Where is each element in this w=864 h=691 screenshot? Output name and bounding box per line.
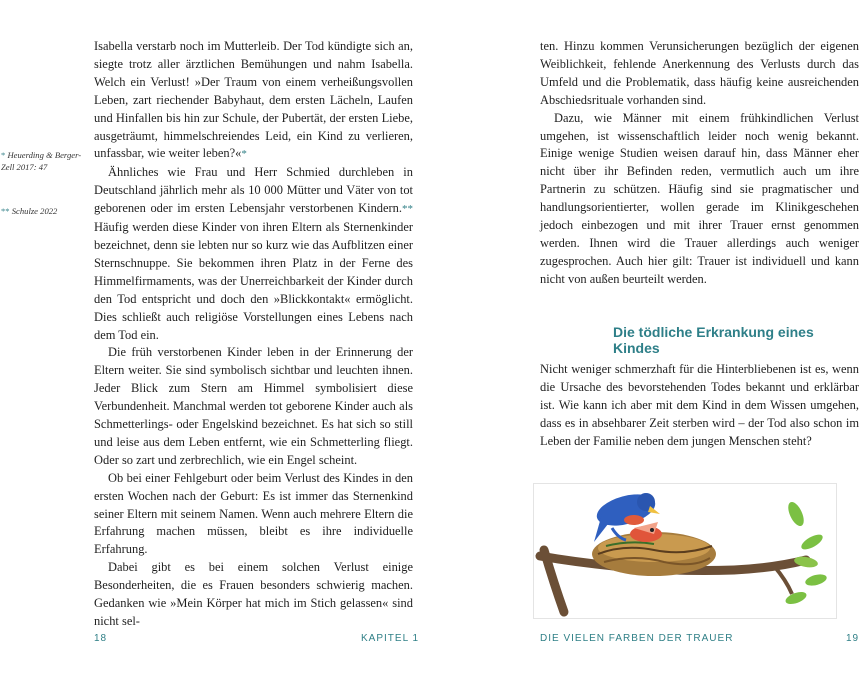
paragraph: ten. Hinzu kommen Verunsicherungen bezüglich der eigenen Weiblichkeit, fehlende Anerkennung des Verlusts durch das Umfeld und die Problematik, dass häufig keine ausreichenden Abschiedsrituale vorhanden sind. bbox=[540, 39, 859, 107]
left-page-text bbox=[94, 38, 413, 631]
margin-note-2: ** Schulze 2022 bbox=[1, 206, 58, 216]
illustration-frame bbox=[533, 483, 837, 619]
margin-note-1: * Heuerding & Berger-Zell 2017: 47 bbox=[1, 150, 82, 172]
page-number-right: 19 bbox=[846, 633, 860, 644]
paragraph: Ähnliches wie Frau und Herr Schmied durchleben in Deutschland jährlich mehr als 10 000 Mütter und Väter von tot geborenen oder im ersten Lebensjahr verstorbenen Kindern.** Häufig werden diese Kinder von ihren Eltern als Sternenkinder bezeichnet, denn sie lebten nur so kurz wie das Aufblitzen einer Sternschnuppe. Sie bekommen ihren Platz in der Ferne des Himmelfirmaments, was der Unerreichbarkeit der Kinder durch den Tod entspricht und doch den »Blickkontakt« ermöglicht. Dies schließt auch religiöse Vorstellungen eines Lebens nach dem Tod ein. bbox=[94, 165, 413, 342]
paragraph: Ob bei einer Fehlgeburt oder beim Verlust des Kindes in den ersten Wochen nach der Geburt: Es ist immer das Sternenkind seiner Eltern mit seinem Namen. Wenn auch mehrere Eltern die Erfahrung machen müssen, bleibt es ihre individuelle Erfahrung. bbox=[94, 470, 413, 557]
running-head-left: KAPITEL 1 bbox=[361, 633, 420, 644]
section-heading: Die tödliche Erkrankung eines Kindes bbox=[613, 324, 814, 356]
paragraph: Nicht weniger schmerzhaft für die Hinterbliebenen ist es, wenn die Ursache des bevorstehenden Todes bekannt und erklärbar ist. Wie kann ich aber mit dem Kind in dem Wissen umgehen, dass es in absehbarer Zeit sterben wird – der Tod also schon im Leben der Familie neben dem jungen Menschen steht? bbox=[540, 362, 859, 448]
paragraph: Dazu, wie Männer mit einem frühkindlichen Verlust umgehen, ist wissenschaftlich leider noch wenig bekannt. Einige wenige Studien weisen darauf hin, dass Männer eher nicht über ihr Befinden reden, vermutlich auch um ihre Partnerin zu schützen. Häufig sind sie pragmatischer und handlungsorientierter, wollen gerade im Klinikgeschehen jedoch einbezogen und mit ihrer Trauer ernst genommen werden. Ihnen wird die Trauer allerdings auch weniger zugesprochen. Auch hier gilt: Trauer ist individuell und kann nicht von außen beurteilt werden. bbox=[540, 110, 859, 286]
bird-feeding-chick-in-nest-icon bbox=[534, 484, 836, 618]
footnote-marker: * bbox=[241, 148, 247, 161]
footnote-marker: ** bbox=[402, 203, 413, 216]
page-number-left: 18 bbox=[94, 633, 108, 644]
section-text bbox=[540, 361, 859, 451]
running-head-right: DIE VIELEN FARBEN DER TRAUER bbox=[540, 633, 734, 644]
right-page-text bbox=[540, 38, 859, 289]
paragraph: Dabei gibt es bei einem solchen Verlust einige Besonderheiten, die es Frauen besonders schwierig machen. Gedanken wie »Mein Körper hat mich im Stich gelassen« sind nicht sel- bbox=[94, 560, 413, 628]
paragraph: Die früh verstorbenen Kinder leben in der Erinnerung der Eltern weiter. Sie sind symbolisch sichtbar und leuchten ihnen. Jeder Blick zum Stern am Himmel symbolisiert diese Verbundenheit. Manchmal werden tot geborene Kinder auch als Schmetterlings- oder Engelskind bezeichnet. Es hat sich so still und leise aus dem Leben entfernt, wie ein Schmetterling fliegt. Oder so zart und zerbrechlich, wie ein Engel scheint. bbox=[94, 345, 413, 467]
paragraph: Isabella verstarb noch im Mutterleib. Der Tod kündigte sich an, siegte trotz aller ärztlichen Bemühungen und nahm Isabella. Welch ein Verlust! »Der Traum von einem verheißungsvollen Leben, zart riechender Babyhaut, dem ersten Lächeln, Laufen und Hinfallen bis hin zur Schule, der Pubertät, der ersten Liebe, ausgeträumt, himmelschreiendes Leid, ein Kind zu verlieren, unfassbar, wie weiter leben?«* bbox=[94, 39, 413, 161]
